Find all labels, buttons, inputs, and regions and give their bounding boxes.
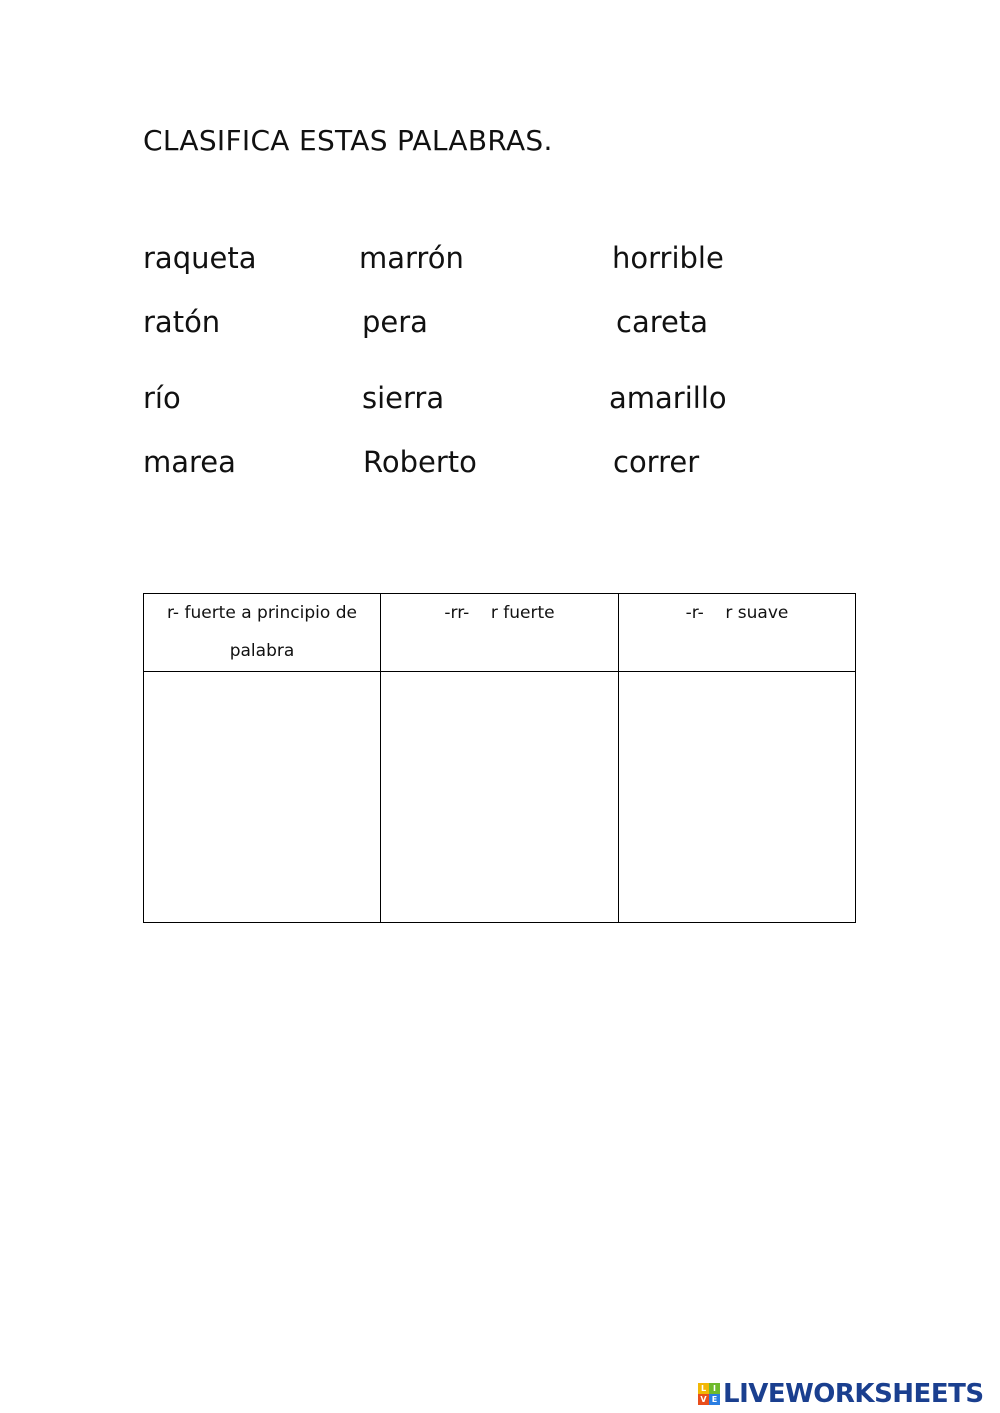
word-item: marea xyxy=(143,445,236,479)
word-item: sierra xyxy=(362,381,445,415)
liveworksheets-logo xyxy=(698,1378,984,1410)
header-initial-r xyxy=(144,594,380,671)
drop-zone-soft-r[interactable] xyxy=(619,672,855,922)
word-item: pera xyxy=(362,305,428,339)
word-item: correr xyxy=(613,445,700,479)
classification-table xyxy=(143,593,856,923)
word-item: marrón xyxy=(359,241,464,275)
word-item: horrible xyxy=(612,241,724,275)
logo-mark-icon xyxy=(698,1383,720,1405)
logo-text: LIVEWORKSHEETS xyxy=(723,1379,984,1409)
drop-zone-double-rr[interactable] xyxy=(381,672,618,922)
word-item: careta xyxy=(616,305,708,339)
drop-zone-initial-r[interactable] xyxy=(144,672,380,922)
header-soft-r: -r- r suave xyxy=(685,603,789,623)
word-item: raqueta xyxy=(143,241,257,275)
header-initial-r-line1: r- fuerte a principio de xyxy=(167,603,357,623)
logo-mark-tile: I xyxy=(709,1383,720,1394)
header-double-rr: -rr- r fuerte xyxy=(444,603,555,623)
word-item: Roberto xyxy=(363,445,477,479)
logo-mark-tile: L xyxy=(698,1383,709,1394)
worksheet-title: CLASIFICA ESTAS PALABRAS. xyxy=(143,124,553,157)
logo-mark-tile: V xyxy=(698,1394,709,1405)
logo-mark-tile: E xyxy=(709,1394,720,1405)
word-item: ratón xyxy=(143,305,221,339)
header-initial-r-line2: palabra xyxy=(229,641,295,661)
word-item: amarillo xyxy=(609,381,727,415)
word-item: río xyxy=(143,381,181,415)
